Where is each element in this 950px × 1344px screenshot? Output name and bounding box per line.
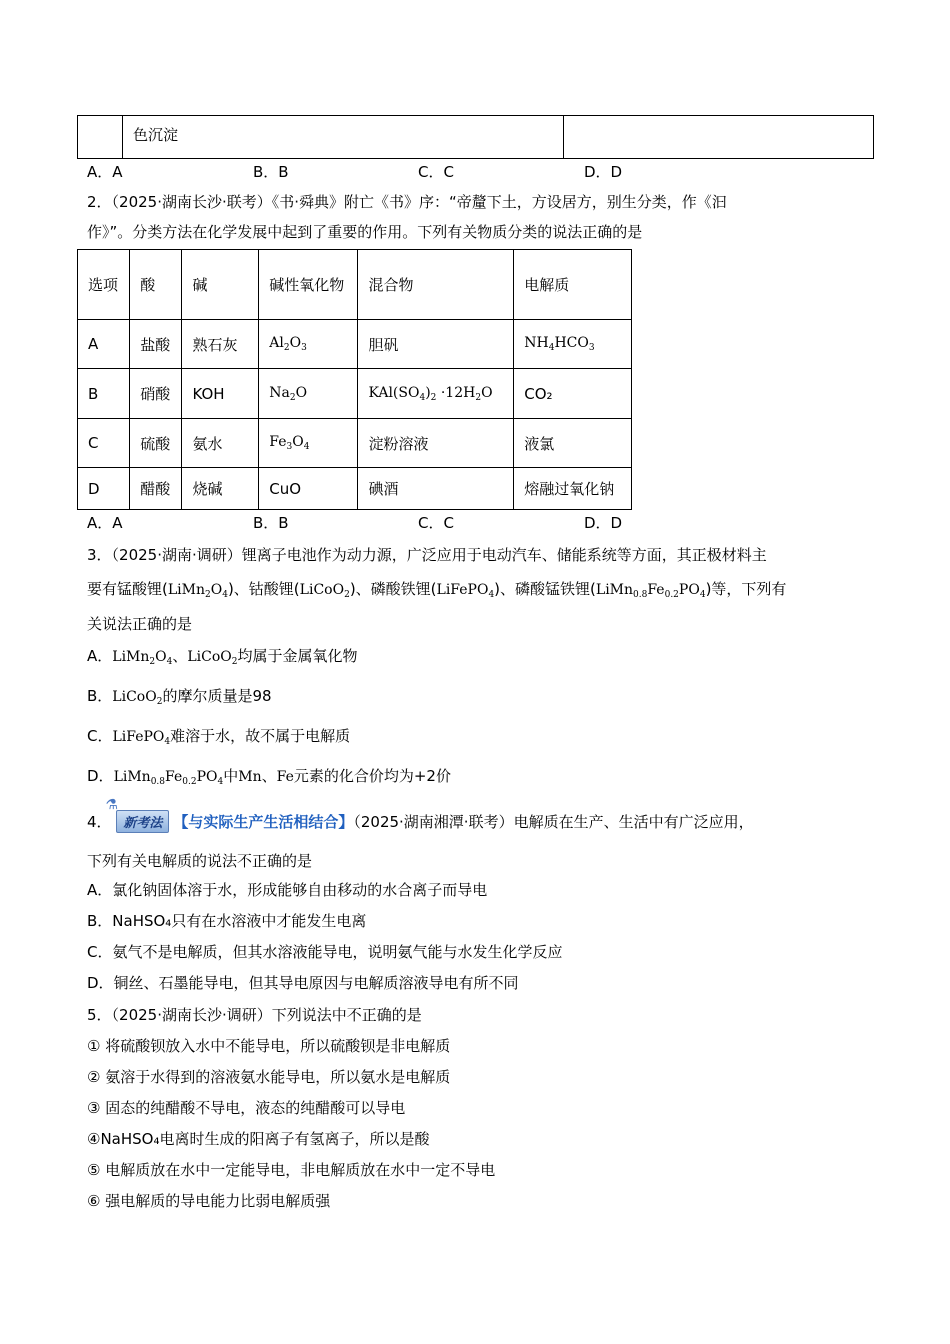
q3-stem-line2: 要有锰酸锂$(LiMn_2O_4)$、钴酸锂(LiCoO$_2$)、磷酸铁锂(LiFePO$_4$)、磷酸锰铁锂$(LiMn_{0.8}Fe_{0.2}PO_4)$等，下列有 [87, 580, 787, 600]
top-table-cell-text: 色沉淀 [123, 116, 564, 159]
q1-option-a[interactable]: A．A [87, 163, 123, 181]
cell-acid: 醋酸 [130, 468, 182, 510]
cell-base: KOH [182, 369, 259, 419]
table-header-basic-oxide: 碱性氧化物 [259, 250, 358, 320]
cell-electrolyte: CO₂ [514, 369, 632, 419]
q1-option-d[interactable]: D．D [584, 163, 623, 181]
cell-basic-oxide: $Na_2O$ [259, 369, 358, 419]
cell-mixture: $KAl(SO_4)_2 \cdot 12H_2O$ [358, 369, 514, 419]
q4-stem-line1 [87, 797, 754, 833]
q3-option-c[interactable]: C．LiFePO$_4$难溶于水，故不属于电解质 [87, 727, 351, 747]
table-row [78, 468, 632, 510]
cell-electrolyte: $NH_4HCO_3$ [514, 320, 632, 369]
cell-mixture: 碘酒 [358, 468, 514, 510]
top-table-fragment [77, 115, 874, 159]
table-header-mixture: 混合物 [358, 250, 514, 320]
cell-option: C [78, 419, 130, 468]
cell-base: 熟石灰 [182, 320, 259, 369]
cell-electrolyte: 熔融过氧化钠 [514, 468, 632, 510]
q4-option-c[interactable]: C．氨气不是电解质，但其水溶液能导电，说明氨气能与水发生化学反应 [87, 943, 563, 961]
table-header-electrolyte: 电解质 [514, 250, 632, 320]
cell-mixture: 淀粉溶液 [358, 419, 514, 468]
q2-option-b[interactable]: B．B [253, 514, 289, 532]
cell-option: B [78, 369, 130, 419]
q4-tag: 【与实际生产生活相结合】 [173, 813, 354, 831]
q3-option-b[interactable]: B．LiCoO$_2$的摩尔质量是98 [87, 687, 272, 707]
cell-acid: 硝酸 [130, 369, 182, 419]
cell-acid: 盐酸 [130, 320, 182, 369]
q2-option-c[interactable]: C．C [418, 514, 454, 532]
q5-stem: 5．（2025·湖南长沙·调研）下列说法中不正确的是 [87, 1006, 422, 1024]
q1-option-c[interactable]: C．C [418, 163, 454, 181]
q2-option-d[interactable]: D．D [584, 514, 623, 532]
q4-number: 4． [87, 813, 112, 831]
q3-option-a[interactable]: A．$LiMn_2O_4$、LiCoO$_2$均属于金属氧化物 [87, 647, 358, 667]
cell-base: 氨水 [182, 419, 259, 468]
cell-mixture: 胆矾 [358, 320, 514, 369]
cell-acid: 硫酸 [130, 419, 182, 468]
top-table-cell-empty [78, 116, 123, 159]
new-exam-method-badge: ⚗ 新考法 [116, 810, 169, 833]
q3-stem-line3: 关说法正确的是 [87, 615, 193, 633]
q5-item-3: ③ 固态的纯醋酸不导电，液态的纯醋酸可以导电 [87, 1099, 406, 1117]
q3-option-d[interactable]: D．$LiMn_{0.8}Fe_{0.2}PO_4$中Mn、Fe元素的化合价均为+2价 [87, 767, 451, 787]
cell-basic-oxide: $Al_2O_3$ [259, 320, 358, 369]
q2-stem-line1: 2．（2025·湖南长沙·联考）《书·舜典》附亡《书》序：“帝釐下土，方设居方，别生分类，作《汩 [87, 193, 727, 211]
table-header-option: 选项 [78, 250, 130, 320]
cell-basic-oxide: CuO [259, 468, 358, 510]
q5-item-2: ② 氨溶于水得到的溶液氨水能导电，所以氨水是电解质 [87, 1068, 451, 1086]
table-row [78, 369, 632, 419]
table-header-base: 碱 [182, 250, 259, 320]
cell-electrolyte: 液氯 [514, 419, 632, 468]
cell-basic-oxide: $Fe_3O_4$ [259, 419, 358, 468]
q2-stem-line2: 作》”。分类方法在化学发展中起到了重要的作用。下列有关物质分类的说法正确的是 [87, 223, 643, 241]
q5-item-5: ⑤ 电解质放在水中一定能导电，非电解质放在水中一定不导电 [87, 1161, 496, 1179]
table-header-acid: 酸 [130, 250, 182, 320]
q4-option-a[interactable]: A．氯化钠固体溶于水，形成能够自由移动的水合离子而导电 [87, 881, 488, 899]
cell-option: A [78, 320, 130, 369]
q3-stem-line1: 3．（2025·湖南·调研）锂离子电池作为动力源，广泛应用于电动汽车、储能系统等方面，其正极材料主 [87, 546, 767, 564]
q4-option-d[interactable]: D．铜丝、石墨能导电，但其导电原因与电解质溶液导电有所不同 [87, 974, 519, 992]
q5-item-4: ④NaHSO₄电离时生成的阳离子有氢离子，所以是酸 [87, 1130, 430, 1148]
table-row [78, 419, 632, 468]
q4-stem-rest: （2025·湖南湘潭·联考）电解质在生产、生活中有广泛应用， [353, 813, 754, 831]
q5-item-1: ① 将硫酸钡放入水中不能导电，所以硫酸钡是非电解质 [87, 1037, 451, 1055]
q4-option-b[interactable]: B．NaHSO₄只有在水溶液中才能发生电离 [87, 912, 367, 930]
top-table-cell-empty-right [564, 116, 874, 159]
cell-base: 烧碱 [182, 468, 259, 510]
q2-option-a[interactable]: A．A [87, 514, 123, 532]
q5-item-6: ⑥ 强电解质的导电能力比弱电解质强 [87, 1192, 331, 1210]
q2-classification-table [77, 249, 632, 510]
cell-option: D [78, 468, 130, 510]
flask-icon: ⚗ [105, 797, 118, 813]
q4-stem-line2: 下列有关电解质的说法不正确的是 [87, 852, 313, 870]
table-row [78, 320, 632, 369]
q1-option-b[interactable]: B．B [253, 163, 289, 181]
